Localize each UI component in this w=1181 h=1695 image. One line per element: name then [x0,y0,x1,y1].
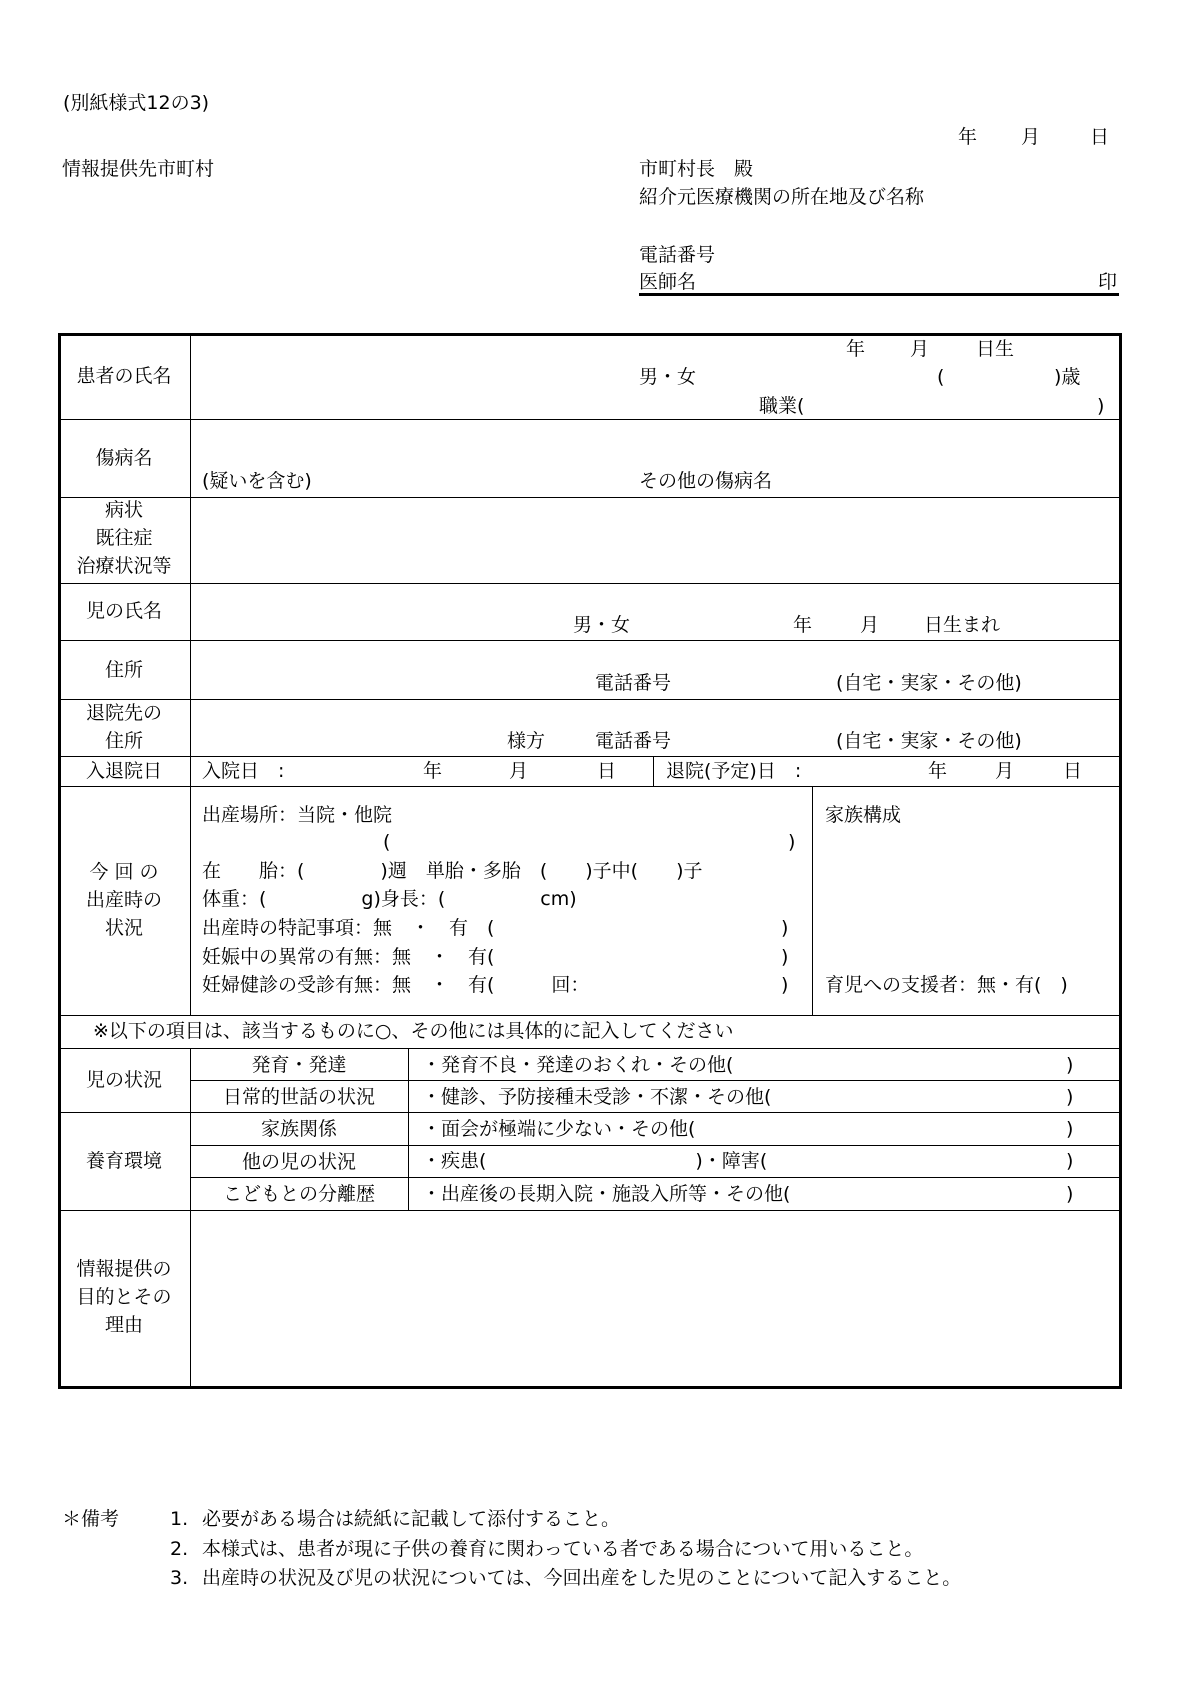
child-month: 月 [860,614,880,636]
care-options[interactable]: ・健診、予防接種未受診・不潔・その他( [422,1086,772,1108]
dates-label: 入退院日 [85,760,162,782]
history-label: 既往症 [95,527,153,549]
remark-num: 2. [170,1538,189,1560]
place-close: ) [788,831,796,853]
admit-day: 日 [597,760,617,782]
pregnancy-abnormal[interactable]: 妊娠中の異常の有無：無 ・ 有( [202,946,495,968]
purpose-label: 情報提供の [76,1258,172,1280]
special-notes[interactable]: 出産時の特記事項：無 ・ 有 ( [202,917,495,939]
child-name-label: 児の氏名 [85,600,162,622]
care-label: 日常的世話の状況 [222,1086,375,1108]
date-day: 日 [1090,126,1110,148]
admit-year: 年 [423,760,443,782]
discharge-type[interactable]: (自宅・実家・その他) [836,730,1022,752]
growth-close: ) [1066,1054,1074,1076]
sama: 様方 [507,730,546,752]
signature-line [639,293,1119,296]
mayor: 市町村長 殿 [639,158,754,180]
child-status-label: 児の状況 [85,1069,162,1091]
admit-label: 入院日 : [202,760,285,782]
remark-text: 必要がある場合は続紙に記載して添付すること。 [202,1508,621,1530]
care-close: ) [1066,1086,1074,1108]
birth-label: 今 回 の [89,861,159,883]
discharge-day: 日 [1063,760,1083,782]
discharge-month: 月 [995,760,1015,782]
separation-close: ) [1066,1183,1074,1205]
other-children-label: 他の児の状況 [241,1151,356,1173]
separation-options[interactable]: ・出産後の長期入院・施設入所等・その他( [422,1183,791,1205]
form-id: (別紙様式12の3) [63,92,210,114]
gestation: 在 胎：( )週 単胎・多胎 ( )子中( )子 [202,860,703,882]
remark-num: 3. [170,1567,189,1589]
family-relation-close: ) [1066,1118,1074,1140]
child-birth: 日生まれ [924,614,1001,636]
supporter[interactable]: 育児への支援者：無・有( ) [825,974,1068,996]
recipient: 情報提供先市町村 [62,158,215,180]
purpose-label-2: 目的とその [76,1286,172,1308]
remarks-label: ＊備考 [62,1508,120,1530]
phone-label: 電話番号 [639,244,716,266]
address-type[interactable]: (自宅・実家・その他) [836,672,1022,694]
family-relation-options[interactable]: ・面会が極端に少ない・その他( [422,1118,696,1140]
patient-birth-day: 日生 [976,338,1015,360]
remark-text: 本様式は、患者が現に子供の養育に関わっている者である場合について用いること。 [202,1538,924,1560]
disease-label: 傷病名 [95,447,153,469]
discharge-address-label: 退院先の [85,702,162,724]
weight-height: 体重：( g)身長：( cm) [202,888,577,910]
address-label: 住所 [104,659,143,681]
doctor-label: 医師名 [639,271,697,293]
discharge-phone: 電話番号 [595,730,672,752]
date-month: 月 [1021,126,1041,148]
special-close: ) [781,917,789,939]
purpose-label-3: 理由 [104,1314,143,1336]
purpose-field[interactable] [191,1211,1116,1383]
address-phone: 電話番号 [595,672,672,694]
age-close: )歳 [1054,366,1081,388]
patient-birth-year: 年 [846,338,866,360]
environment-label: 養育環境 [85,1150,162,1172]
occupation-label: 職業( [759,395,805,417]
patient-name-label: 患者の氏名 [76,365,172,387]
pregnancy-close: ) [781,946,789,968]
growth-label: 発育・発達 [251,1054,347,1076]
remark-num: 1. [170,1508,189,1530]
birth-place[interactable]: 出産場所：当院・他院 [202,804,393,826]
family-relation-label: 家族関係 [260,1118,337,1140]
instruction-note: ※以下の項目は、該当するものに○、その他には具体的に記入してください [93,1020,734,1042]
patient-sex[interactable]: 男・女 [639,366,697,388]
separation-label: こどもとの分離歴 [222,1183,375,1205]
patient-birth-month: 月 [910,338,930,360]
admit-month: 月 [509,760,529,782]
other-children-close: ) [1066,1150,1074,1172]
treatment-label: 治療状況等 [76,555,172,577]
checkup[interactable]: 妊婦健診の受診有無：無 ・ 有( 回： [202,974,590,996]
referrer: 紹介元医療機関の所在地及び名称 [639,186,925,208]
birth-label-3: 状況 [104,917,143,939]
date-year: 年 [958,126,978,148]
checkup-close: ) [781,974,789,996]
discharge-year: 年 [928,760,948,782]
place-open: ( [383,831,391,853]
condition-label: 病状 [104,499,143,521]
discharge-label: 退院(予定)日 : [666,760,802,782]
family-label: 家族構成 [825,804,902,826]
other-disease: その他の傷病名 [639,470,773,492]
remark-text: 出産時の状況及び児の状況については、今回出産をした児のことについて記入すること。 [202,1567,962,1589]
discharge-address-label-2: 住所 [104,730,143,752]
other-children-options[interactable]: ・疾患( )・障害( [422,1150,768,1172]
seal: 印 [1098,271,1118,293]
disease-suspect: (疑いを含む) [202,470,312,492]
birth-label-2: 出産時の [85,889,162,911]
child-sex[interactable]: 男・女 [573,614,631,636]
child-year: 年 [793,614,813,636]
age-open: ( [937,366,945,388]
occupation-close: ) [1097,395,1105,417]
growth-options[interactable]: ・発育不良・発達のおくれ・その他( [422,1054,734,1076]
